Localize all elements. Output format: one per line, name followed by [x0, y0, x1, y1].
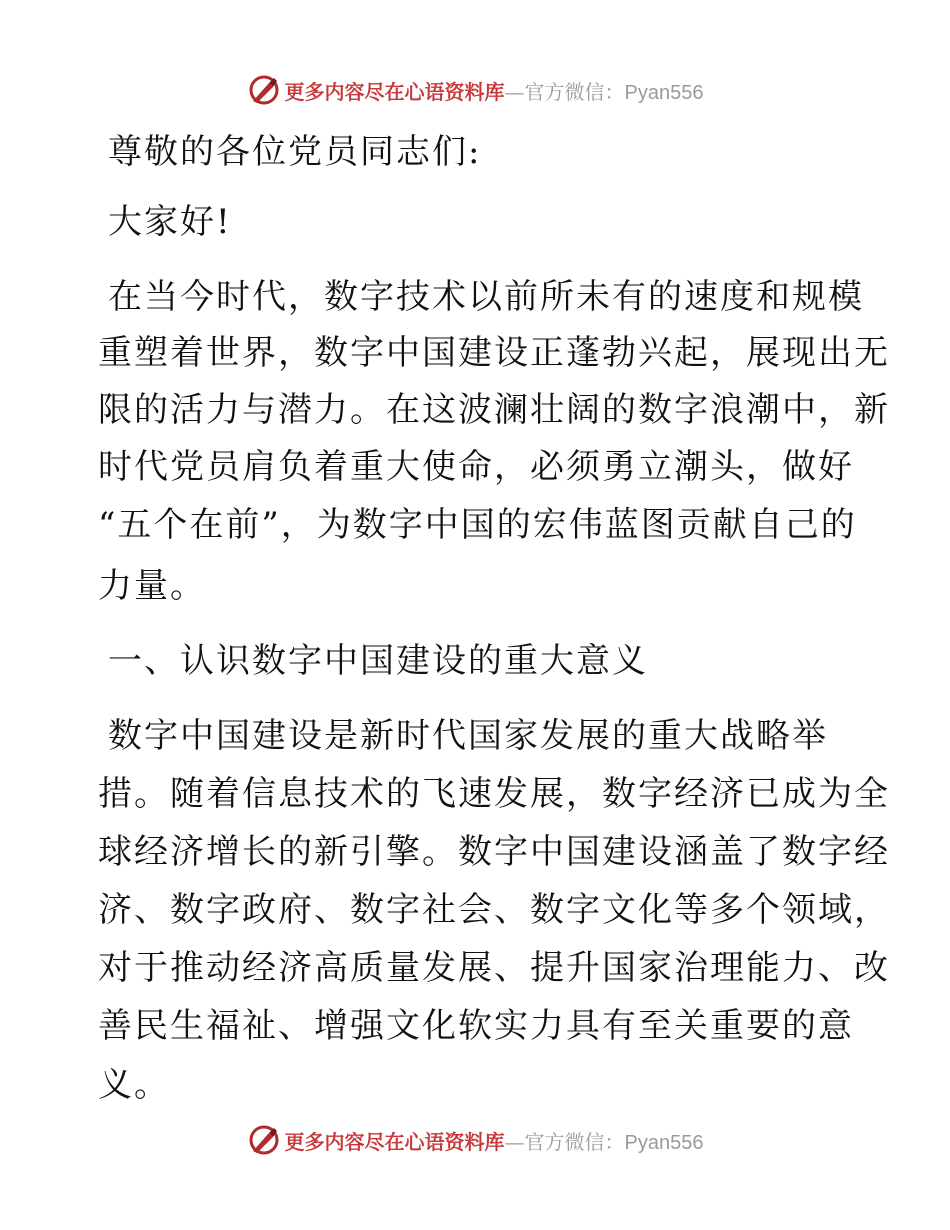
- paragraph-line: 济、数字政府、数字社会、数字文化等多个领域，: [98, 890, 890, 930]
- pen-logo-icon: [247, 73, 281, 107]
- banner-contact-label: 官方微信：: [524, 79, 625, 104]
- pen-logo-icon: [247, 1123, 281, 1157]
- paragraph-line: 重塑着世界，数字中国建设正蓬勃兴起，展现出无: [98, 333, 890, 373]
- paragraph-line: 措。随着信息技术的飞速发展，数字经济已成为全: [98, 774, 890, 814]
- banner-dash: —: [504, 1129, 525, 1154]
- banner-text: [285, 76, 704, 105]
- banner-wechat-id: Pyan556: [624, 81, 704, 104]
- section-heading: 一、认识数字中国建设的重大意义: [108, 641, 648, 681]
- footer-banner: [0, 1120, 950, 1160]
- greeting: 大家好!: [108, 202, 232, 242]
- banner-text: [285, 1126, 704, 1155]
- banner-brand: 更多内容尽在心语资料库: [284, 1129, 505, 1154]
- paragraph-line: “五个在前”，为数字中国的宏伟蓝图贡献自己的: [98, 505, 857, 545]
- paragraph-line: 在当今时代，数字技术以前所未有的速度和规模: [108, 277, 864, 317]
- paragraph-line: 球经济增长的新引擎。数字中国建设涵盖了数字经: [98, 832, 890, 872]
- paragraph-line: 善民生福祉、增强文化软实力具有至关重要的意: [98, 1006, 854, 1046]
- salutation: 尊敬的各位党员同志们:: [108, 132, 482, 172]
- paragraph-line: 限的活力与潜力。在这波澜壮阔的数字浪潮中，新: [98, 390, 890, 430]
- header-banner: [0, 70, 950, 110]
- banner-dash: —: [504, 79, 525, 104]
- paragraph-line: 对于推动经济高质量发展、提升国家治理能力、改: [98, 948, 890, 988]
- paragraph-line: 义。: [98, 1065, 170, 1105]
- banner-contact-label: 官方微信：: [524, 1129, 625, 1154]
- paragraph-line: 时代党员肩负着重大使命，必须勇立潮头，做好: [98, 447, 854, 487]
- paragraph-line: 数字中国建设是新时代国家发展的重大战略举: [108, 716, 828, 756]
- banner-brand: 更多内容尽在心语资料库: [284, 79, 505, 104]
- banner-wechat-id: Pyan556: [624, 1131, 704, 1154]
- paragraph-line: 力量。: [98, 566, 206, 606]
